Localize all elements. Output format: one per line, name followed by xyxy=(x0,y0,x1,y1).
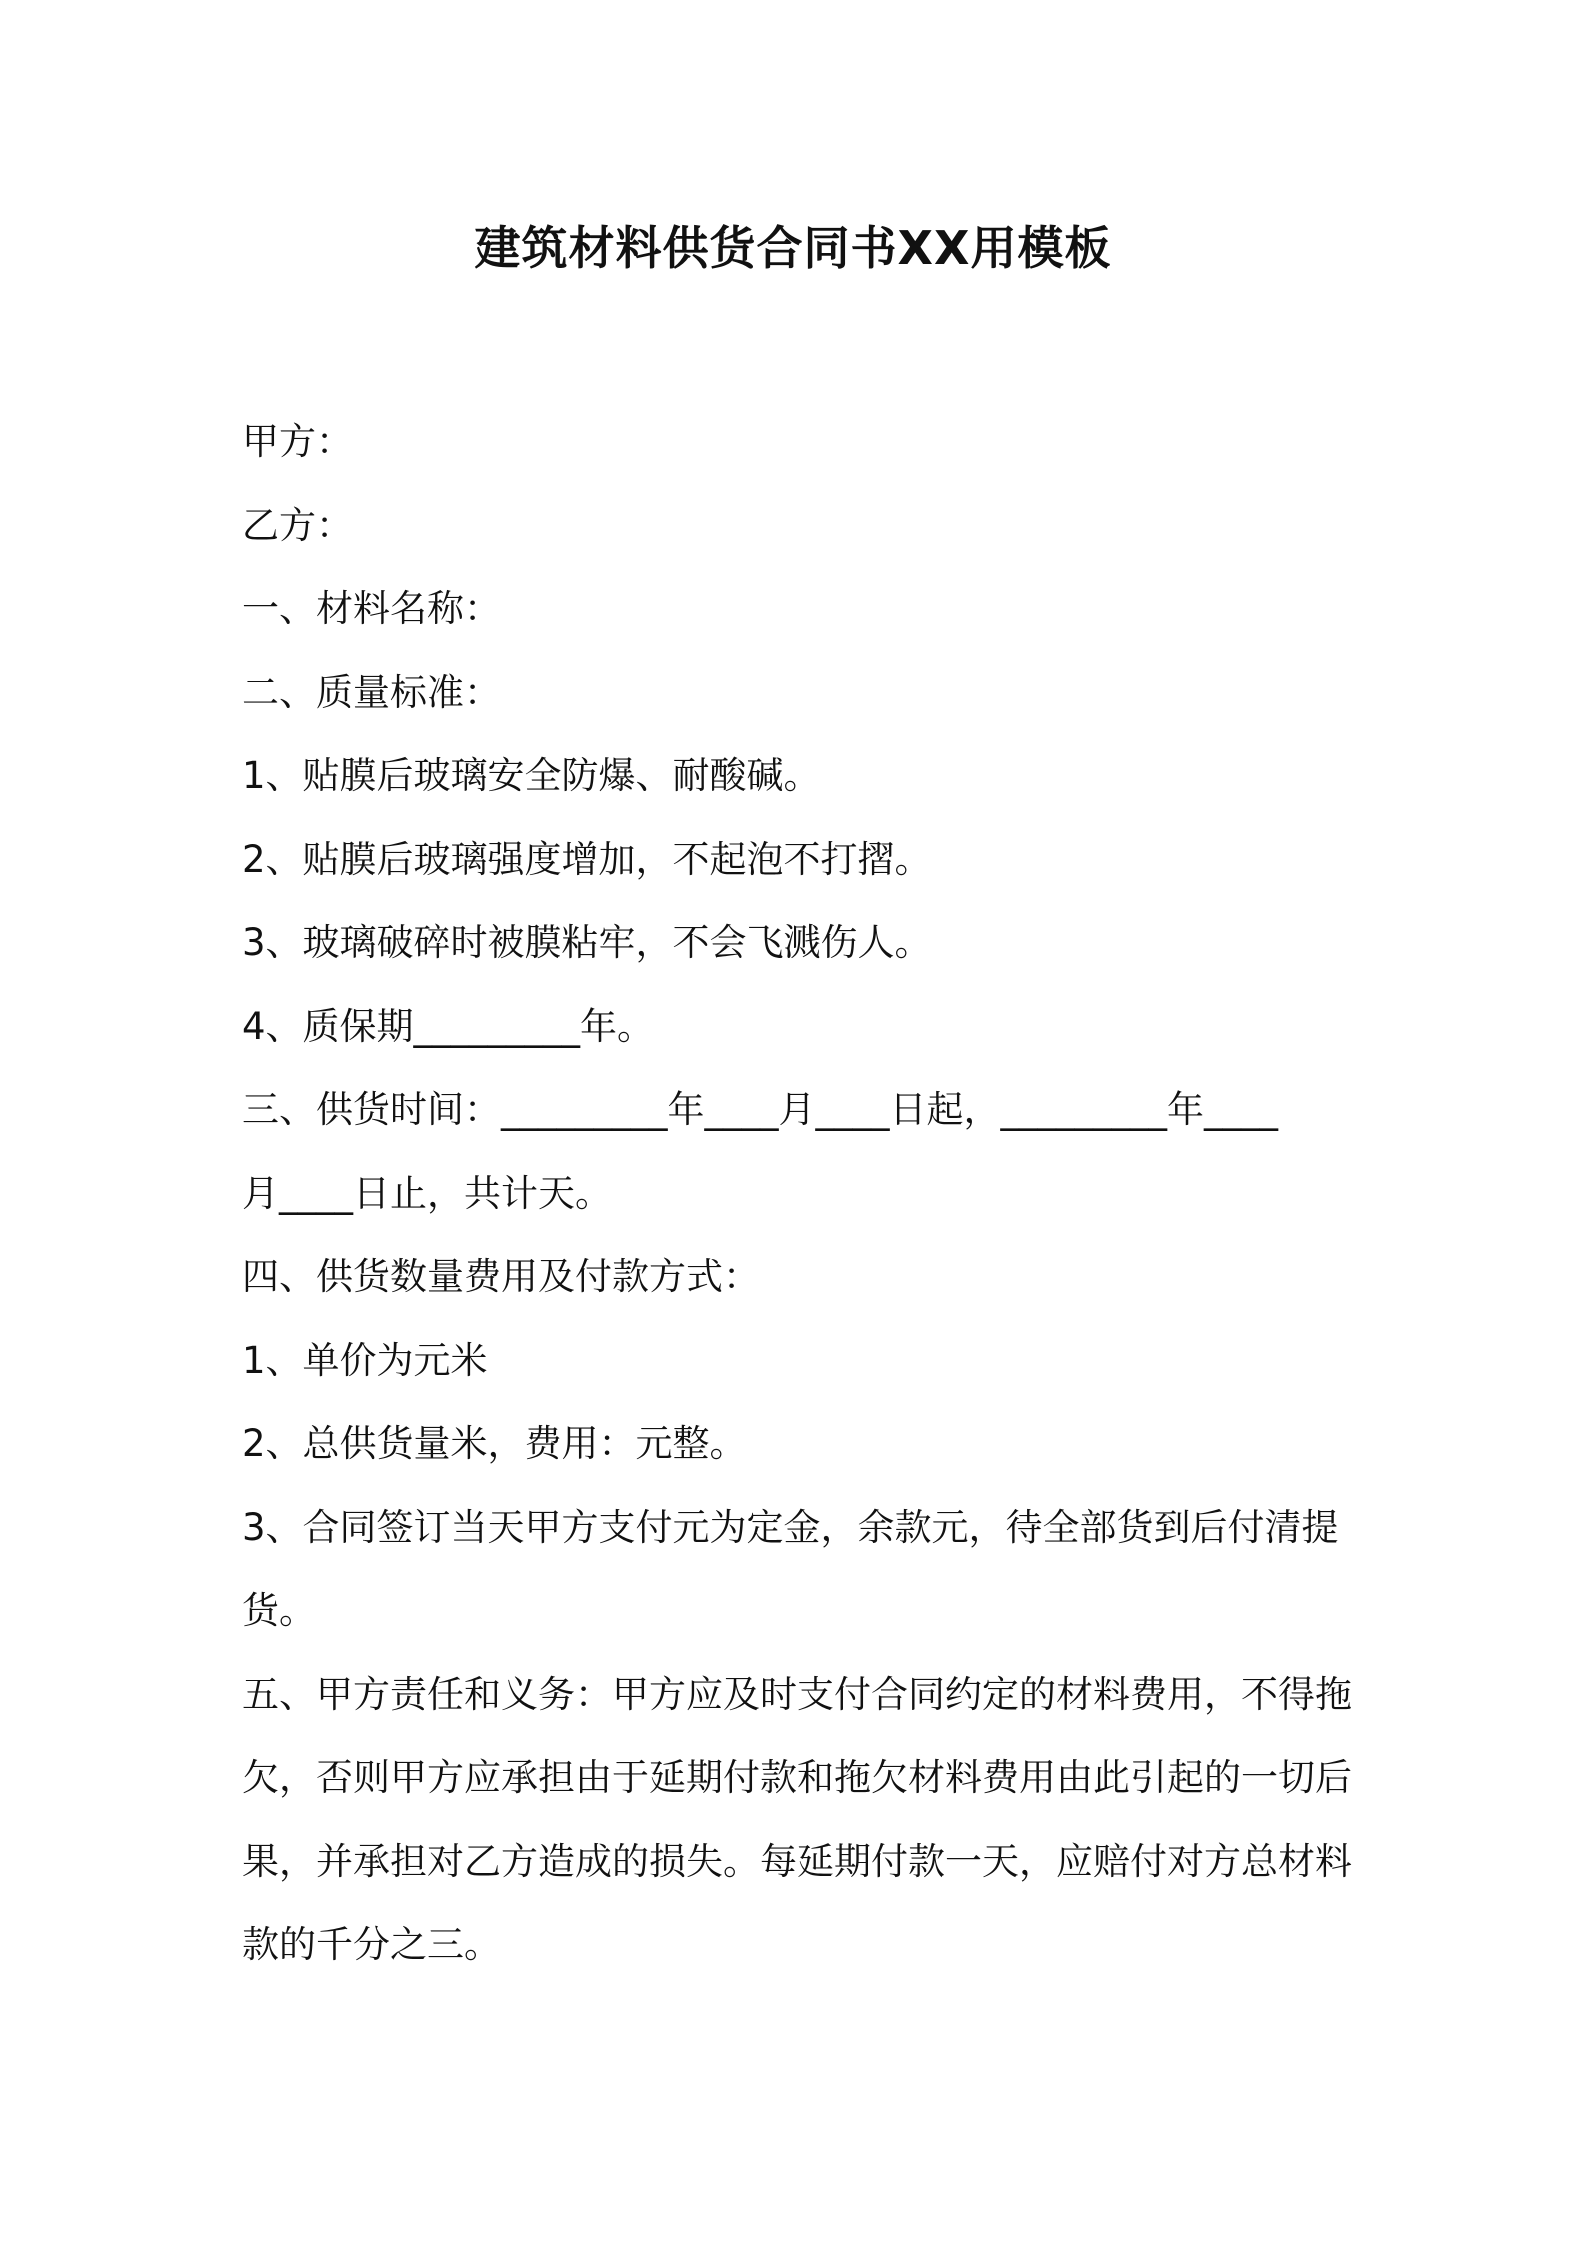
supply-time-line-2: 月____日止，共计天。 xyxy=(242,1171,612,1215)
payment-heading: 四、供货数量费用及付款方式： xyxy=(242,1255,760,1298)
quality-item-3: 3、玻璃破碎时被膜粘牢，不会飞溅伤人。 xyxy=(242,921,932,964)
quality-item-1: 1、贴膜后玻璃安全防爆、耐酸碱。 xyxy=(242,754,821,797)
payment-item-2: 2、总供货量米，费用：元整。 xyxy=(242,1422,747,1465)
party-a-duties-line-4: 款的千分之三。 xyxy=(242,1923,501,1966)
document-body xyxy=(242,400,1352,1987)
party-a-duties-line-3: 果，并承担对乙方造成的损失。每延期付款一天，应赔付对方总材料 xyxy=(242,1839,1352,1883)
payment-item-3-line-1: 3、合同签订当天甲方支付元为定金，余款元，待全部货到后付清提 xyxy=(242,1505,1339,1549)
payment-item-3-line-2: 货。 xyxy=(242,1589,316,1632)
party-a-line: 甲方： xyxy=(242,420,353,463)
party-b-line: 乙方： xyxy=(242,503,353,547)
document-title: 建筑材料供货合同书XX用模板 xyxy=(474,221,1112,275)
party-a-duties-line-1: 五、甲方责任和义务：甲方应及时支付合同约定的材料费用，不得拖 xyxy=(242,1672,1352,1716)
party-a-duties-line-2: 欠，否则甲方应承担由于延期付款和拖欠材料费用由此引起的一切后 xyxy=(242,1756,1352,1799)
quality-item-2: 2、贴膜后玻璃强度增加，不起泡不打摺。 xyxy=(242,837,932,881)
material-name-heading: 一、材料名称： xyxy=(242,587,501,630)
quality-item-4: 4、质保期_________年。 xyxy=(242,1004,655,1048)
quality-standard-heading: 二、质量标准： xyxy=(242,670,501,714)
payment-item-1: 1、单价为元米 xyxy=(242,1338,488,1382)
supply-time-line-1: 三、供货时间：_________年____月____日起，_________年____ xyxy=(242,1088,1278,1131)
